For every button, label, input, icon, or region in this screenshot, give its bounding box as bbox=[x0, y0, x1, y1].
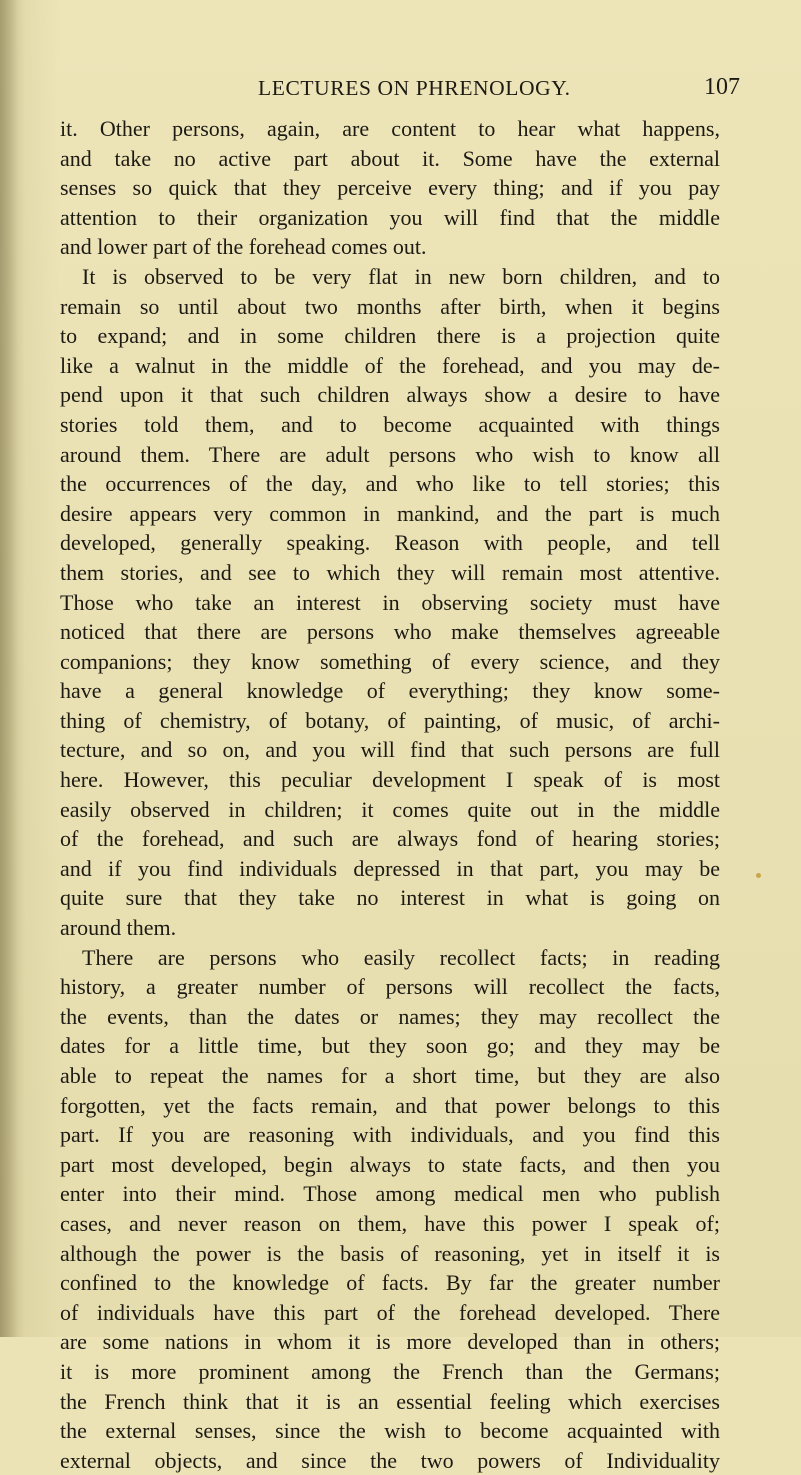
text-line: like a walnut in the middle of the forehead, and you may de- bbox=[60, 352, 720, 378]
text-line: here. However, this peculiar development I speak of is most bbox=[60, 767, 720, 793]
text-line: part. If you are reasoning with individuals, and you find this bbox=[60, 1122, 720, 1148]
text-line: of individuals have this part of the forehead developed. There bbox=[60, 1299, 720, 1325]
text-line: part most developed, begin always to state facts, and then you bbox=[60, 1151, 720, 1177]
body-text bbox=[60, 114, 720, 1475]
text-line: the events, than the dates or names; they may recollect the bbox=[60, 1003, 720, 1029]
text-line: of the forehead, and such are always fond of hearing stories; bbox=[60, 826, 720, 852]
text-line: it is more prominent among the French than the Germans; bbox=[60, 1358, 720, 1384]
text-line: the occurrences of the day, and who like to tell stories; this bbox=[60, 471, 720, 497]
text-line: although the power is the basis of reasoning, yet in itself it is bbox=[60, 1240, 720, 1266]
text-line: able to repeat the names for a short time, but they are also bbox=[60, 1063, 720, 1088]
page-number: 107 bbox=[704, 74, 740, 100]
text-line: confined to the knowledge of facts. By far the greater number bbox=[60, 1270, 720, 1296]
text-line: It is observed to be very flat in new born children, and to bbox=[82, 263, 720, 289]
text-line: companions; they know something of every science, and they bbox=[60, 648, 720, 674]
text-line: stories told them, and to become acquainted with things bbox=[60, 411, 720, 437]
text-line: them stories, and see to which they will remain most attentive. bbox=[60, 559, 720, 585]
text-line: There are persons who easily recollect facts; in reading bbox=[82, 944, 720, 970]
text-line: quite sure that they take no interest in what is going on bbox=[60, 885, 720, 911]
text-line: and lower part of the forehead comes out. bbox=[60, 234, 427, 260]
text-line: enter into their mind. Those among medical men who publish bbox=[60, 1181, 720, 1207]
paper-speck bbox=[756, 873, 761, 878]
text-line: Those who take an interest in observing society must have bbox=[60, 589, 720, 615]
text-line: forgotten, yet the facts remain, and that power belongs to this bbox=[60, 1092, 720, 1118]
text-line: developed, generally speaking. Reason with people, and tell bbox=[60, 530, 720, 556]
text-line: external objects, and since the two powers of Individuality bbox=[60, 1447, 720, 1473]
running-title: LECTURES ON PHRENOLOGY. bbox=[258, 76, 571, 100]
text-line: around them. bbox=[60, 915, 177, 941]
binding-shadow bbox=[0, 0, 18, 1337]
text-line: the French think that it is an essential feeling which exercises bbox=[60, 1388, 720, 1414]
text-line: around them. There are adult persons who wish to know all bbox=[60, 441, 720, 467]
text-line: history, a greater number of persons will recollect the facts, bbox=[60, 974, 720, 1000]
text-line: noticed that there are persons who make themselves agreeable bbox=[60, 619, 720, 645]
text-line: it. Other persons, again, are content to hear what happens, bbox=[60, 116, 720, 141]
text-line: desire appears very common in mankind, and the part is much bbox=[60, 500, 720, 526]
text-line: pend upon it that such children always show a desire to have bbox=[60, 382, 720, 408]
text-line: have a general knowledge of everything; they know some- bbox=[60, 678, 720, 704]
text-line: senses so quick that they perceive every thing; and if you pay bbox=[60, 175, 720, 201]
text-line: to expand; and in some children there is a projection quite bbox=[60, 323, 720, 349]
text-line: attention to their organization you will find that the middle bbox=[60, 204, 720, 230]
text-line: and take no active part about it. Some have the external bbox=[60, 145, 720, 171]
text-line: and if you find individuals depressed in that part, you may be bbox=[60, 855, 720, 881]
running-head bbox=[0, 72, 801, 108]
text-line: thing of chemistry, of botany, of painting, of music, of archi- bbox=[60, 707, 720, 733]
text-line: tecture, and so on, and you will find that such persons are full bbox=[60, 737, 720, 763]
text-line: dates for a little time, but they soon go; and they may be bbox=[60, 1033, 720, 1059]
text-line: cases, and never reason on them, have this power I speak of; bbox=[60, 1210, 720, 1236]
text-line: easily observed in children; it comes quite out in the middle bbox=[60, 796, 720, 822]
text-line: the external senses, since the wish to become acquainted with bbox=[60, 1418, 720, 1444]
text-line: are some nations in whom it is more developed than in others; bbox=[60, 1329, 720, 1355]
text-line: remain so until about two months after birth, when it begins bbox=[60, 293, 720, 319]
